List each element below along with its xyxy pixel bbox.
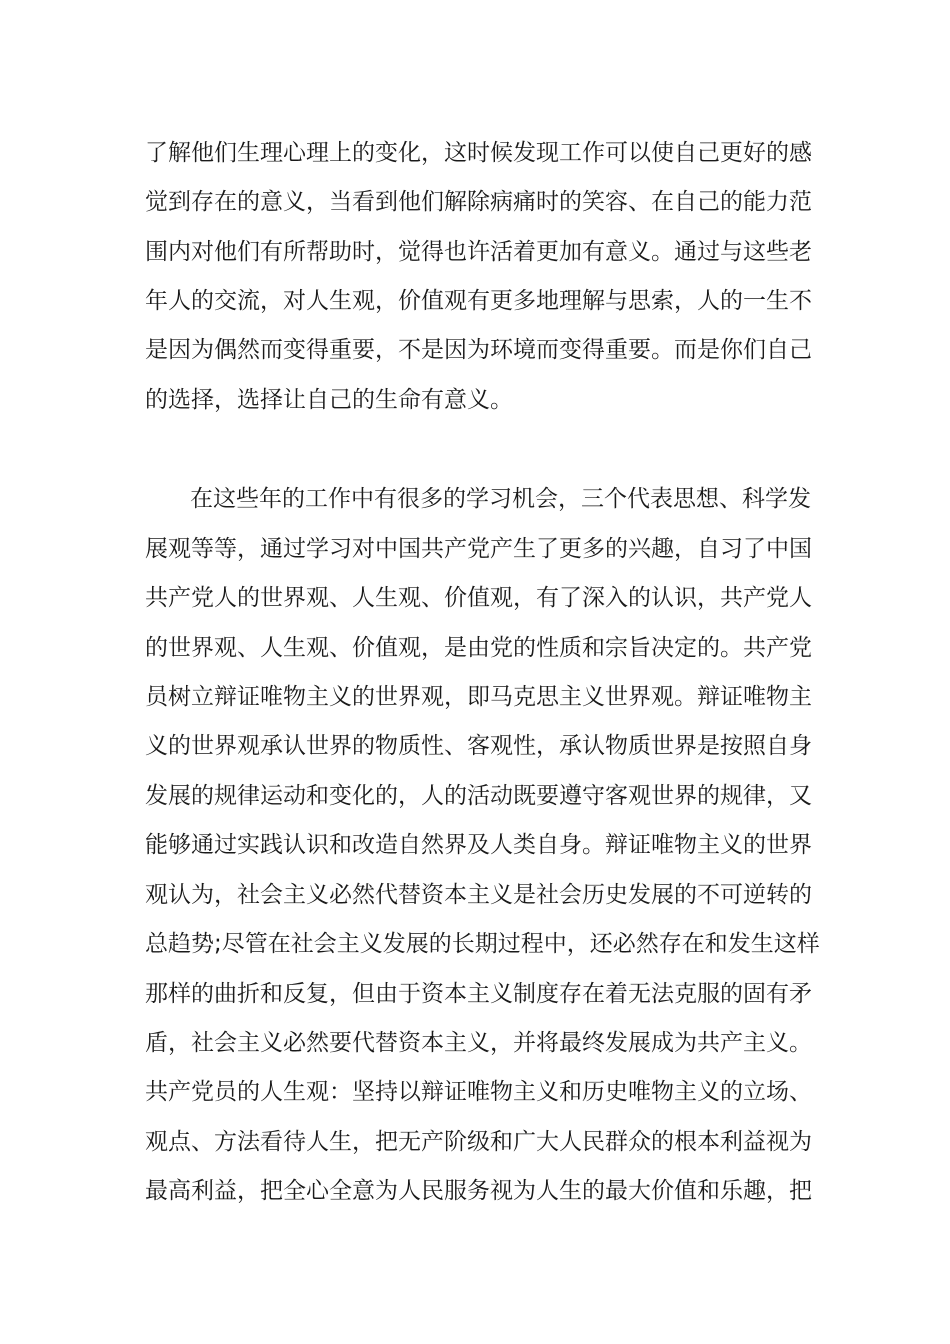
text-line: 员树立辩证唯物主义的世界观，即马克思主义世界观。辩证唯物主 [145,684,812,710]
text-line: 观点、方法看待人生，把无产阶级和广大人民群众的根本利益视为 [145,1129,812,1155]
text-line: 发展的规律运动和变化的，人的活动既要遵守客观世界的规律，又 [145,783,812,809]
text-line: 能够通过实践认识和改造自然界及人类自身。辩证唯物主义的世界 [145,832,812,858]
text-line: 围内对他们有所帮助时，觉得也许活着更加有意义。通过与这些老 [145,239,812,265]
text-line: 是因为偶然而变得重要，不是因为环境而变得重要。而是你们自己 [145,337,812,363]
text-line: 盾，社会主义必然要代替资本主义，并将最终发展成为共产主义。 [145,1030,812,1056]
text-line: 义的世界观承认世界的物质性、客观性，承认物质世界是按照自身 [145,733,812,759]
text-line: 共产党员的人生观：坚持以辩证唯物主义和历史唯物主义的立场、 [145,1079,812,1105]
text-line: 共产党人的世界观、人生观、价值观，有了深入的认识，共产党人 [145,585,812,611]
text-line: 总趋势;尽管在社会主义发展的长期过程中，还必然存在和发生这样 [145,931,820,957]
text-line: 在这些年的工作中有很多的学习机会，三个代表思想、科学发 [190,486,811,512]
text-line: 的世界观、人生观、价值观，是由党的性质和宗旨决定的。共产党 [145,635,812,661]
text-line: 最高利益，把全心全意为人民服务视为人生的最大价值和乐趣，把 [145,1178,812,1204]
text-line: 了解他们生理心理上的变化，这时候发现工作可以使自己更好的感 [145,140,812,166]
text-line: 年人的交流，对人生观，价值观有更多地理解与思索，人的一生不 [145,288,812,314]
text-line: 的选择，选择让自己的生命有意义。 [145,387,513,413]
text-line: 展观等等，通过学习对中国共产党产生了更多的兴趣，自习了中国 [145,536,812,562]
text-line: 觉到存在的意义，当看到他们解除病痛时的笑容、在自己的能力范 [145,189,812,215]
text-line: 观认为，社会主义必然代替资本主义是社会历史发展的不可逆转的 [145,882,812,908]
text-line: 那样的曲折和反复，但由于资本主义制度存在着无法克服的固有矛 [145,981,812,1007]
